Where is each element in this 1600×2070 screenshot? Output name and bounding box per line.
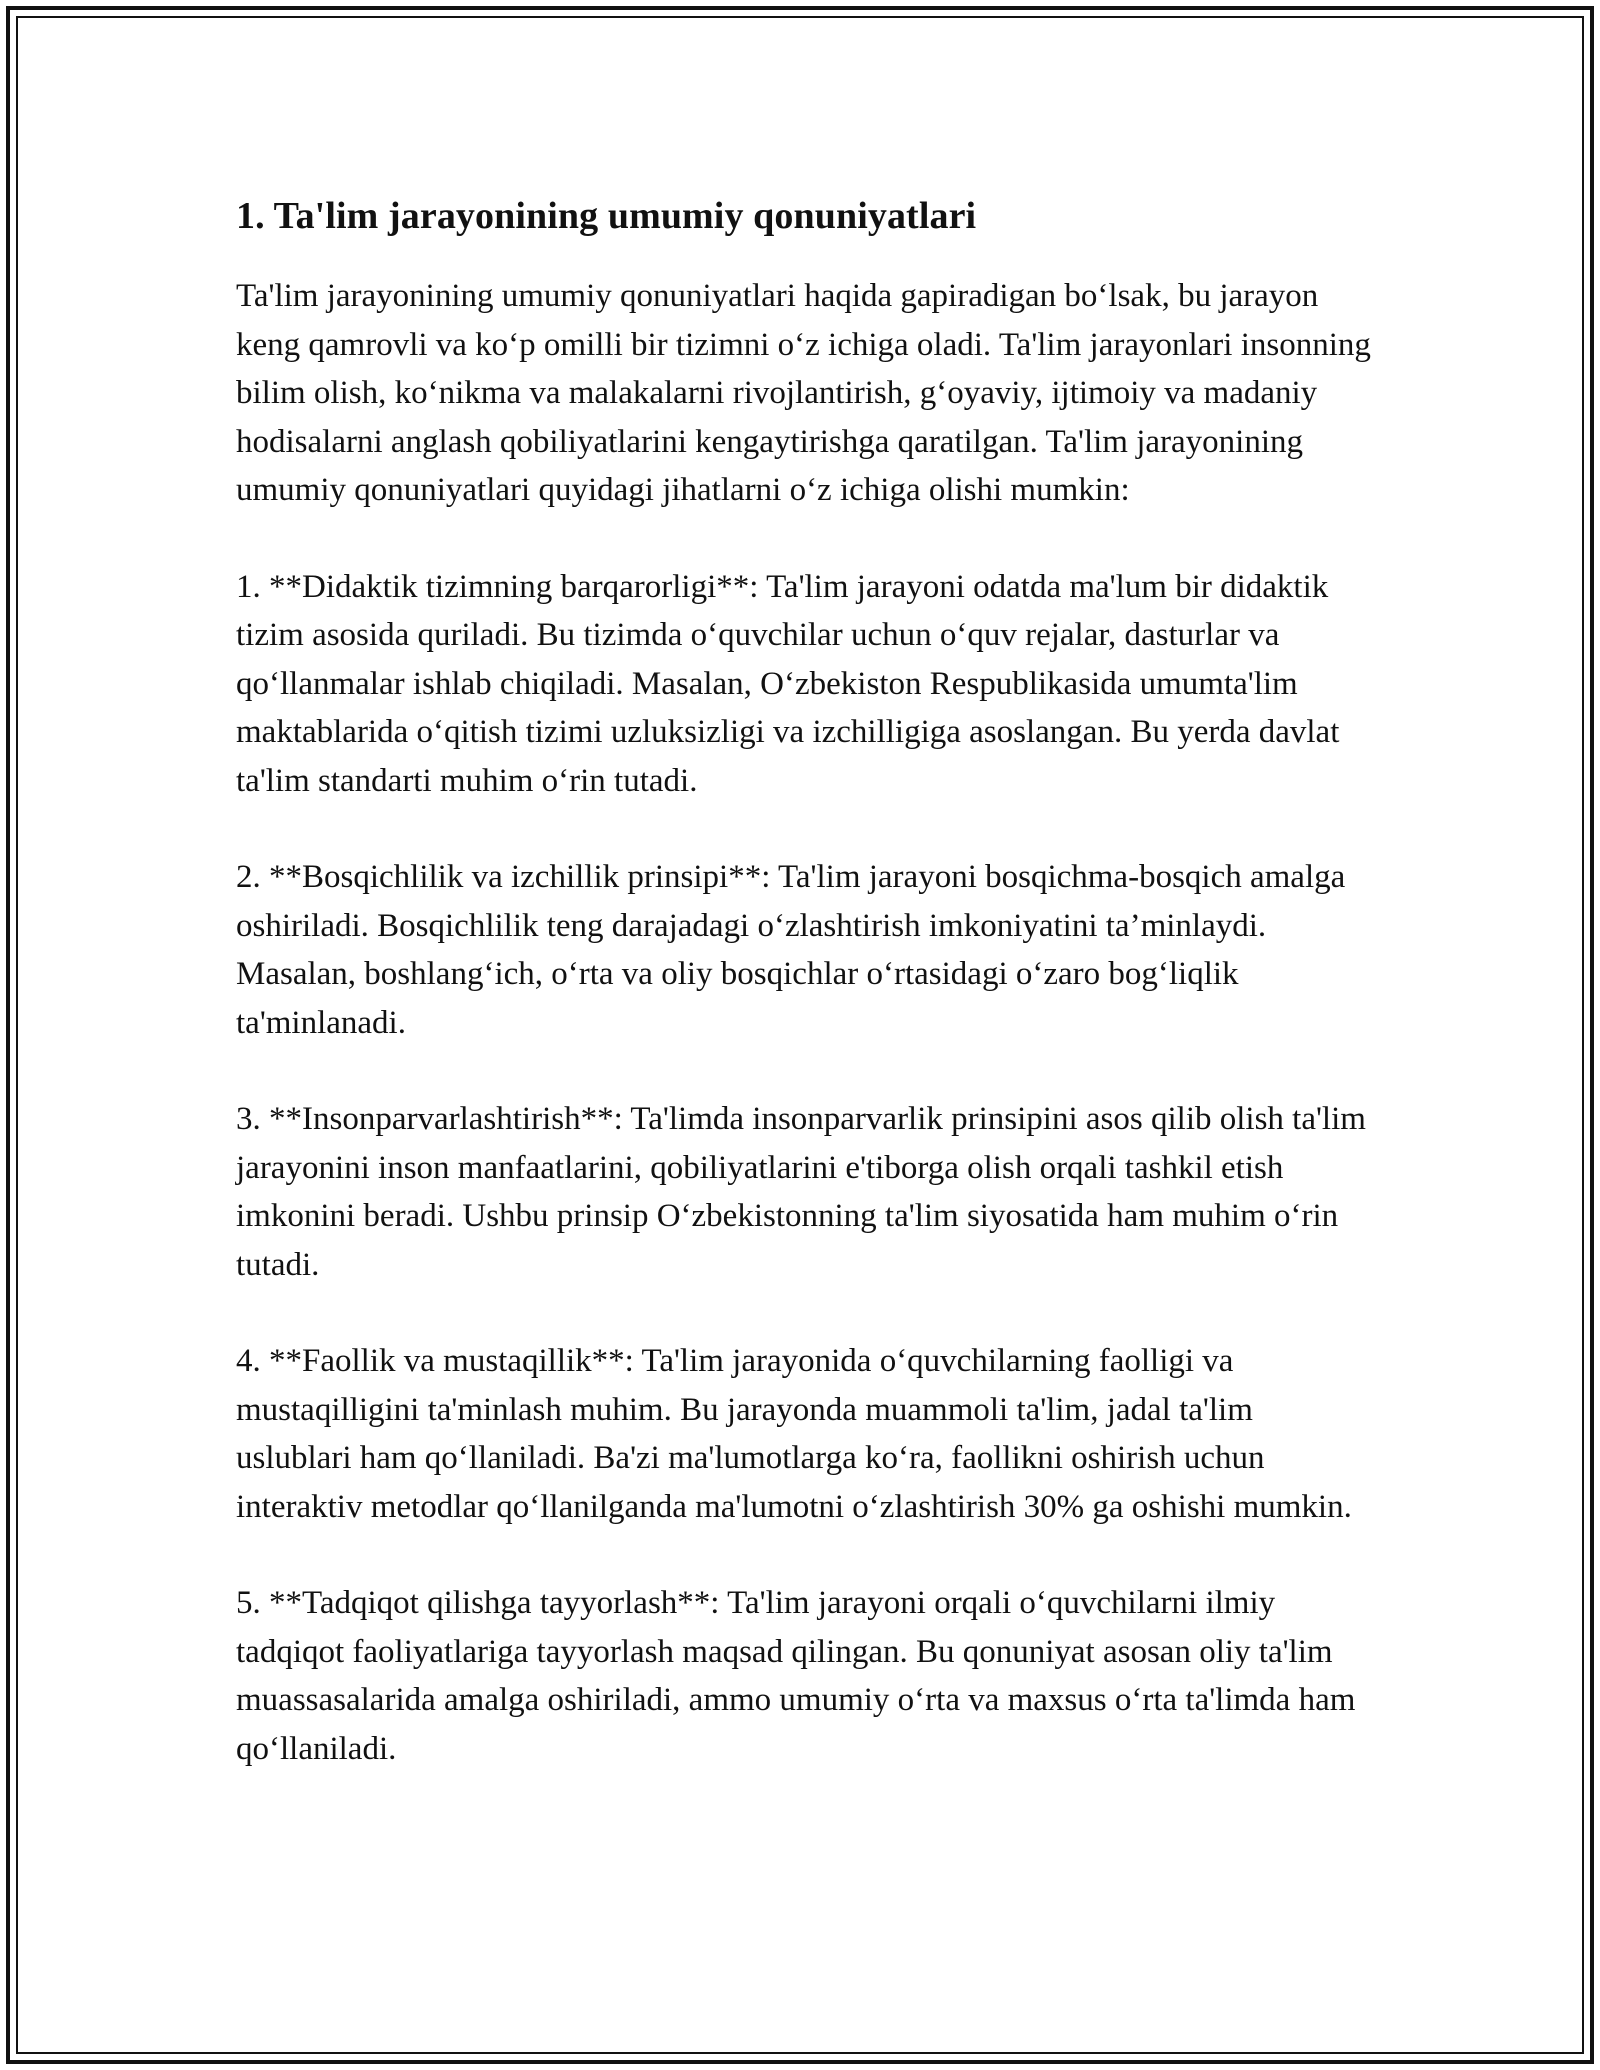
paragraph-didactic-system: 1. **Didaktik tizimning barqarorligi**: Ta'lim jarayoni odatda ma'lum bir didaktik tizim asosida quriladi. Bu tizimda oʻquvchilar uchun oʻquv rejalar, dasturlar va qoʻllanmalar ishlab chiqiladi. Masalan, Oʻzbekiston Respublikasida umumta'lim maktablarida oʻqitish tizimi uzluksizligi va izchilligiga asoslangan. Bu yerda davlat ta'lim standarti muhim oʻrin tutadi. [236,568,1340,799]
paragraph-gradual-sequence: 2. **Bosqichlilik va izchillik prinsipi**: Ta'lim jarayoni bosqichma-bosqich amalga oshiriladi. Bosqichlilik teng darajadagi oʻzlashtirish imkoniyatini ta’minlaydi. Masalan, boshlangʻich, oʻrta va oliy bosqichlar oʻrtasidagi oʻzaro bogʻliqlik ta'minlanadi. [236,859,1346,1041]
paragraph-research-preparation: 5. **Tadqiqot qilishga tayyorlash**: Ta'lim jarayoni orqali oʻquvchilarni ilmiy tadqiqot faoliyatlariga tayyorlash maqsad qilingan. Bu qonuniyat asosan oliy ta'lim muassasalarida amalga oshiriladi, ammo umumiy oʻrta va maxsus oʻrta ta'limda ham qoʻllaniladi. [236,1585,1356,1767]
document-body [236,188,1376,1821]
section-heading: 1. Ta'lim jarayonining umumiy qonuniyatlari [236,195,977,237]
paragraph-humanization: 3. **Insonparvarlashtirish**: Ta'limda insonparvarlik prinsipini asos qilib olish ta'lim jarayonini inson manfaatlarini, qobiliyatlarini e'tiborga olish orqali tashkil etish imkonini beradi. Ushbu prinsip Oʻzbekistonning ta'lim siyosatida ham muhim oʻrin tutadi. [236,1101,1366,1283]
intro-paragraph: Ta'lim jarayonining umumiy qonuniyatlari haqida gapiradigan boʻlsak, bu jarayon keng qamrovli va koʻp omilli bir tizimni oʻz ichiga oladi. Ta'lim jarayonlari insonning bilim olish, koʻnikma va malakalarni rivojlantirish, gʻoyaviy, ijtimoiy va madaniy hodisalarni anglash qobiliyatlarini kengaytirishga qaratilgan. Ta'lim jarayonining umumiy qonuniyatlari quyidagi jihatlarni oʻz ichiga olishi mumkin: [236,278,1371,508]
paragraph-activity-independence: 4. **Faollik va mustaqillik**: Ta'lim jarayonida oʻquvchilarning faolligi va mustaqilligini ta'minlash muhim. Bu jarayonda muammoli ta'lim, jadal ta'lim uslublari ham qoʻllaniladi. Ba'zi ma'lumotlarga koʻra, faollikni oshirish uchun interaktiv metodlar qoʻllanilganda ma'lumotni oʻzlashtirish 30% ga oshishi mumkin. [236,1343,1352,1525]
